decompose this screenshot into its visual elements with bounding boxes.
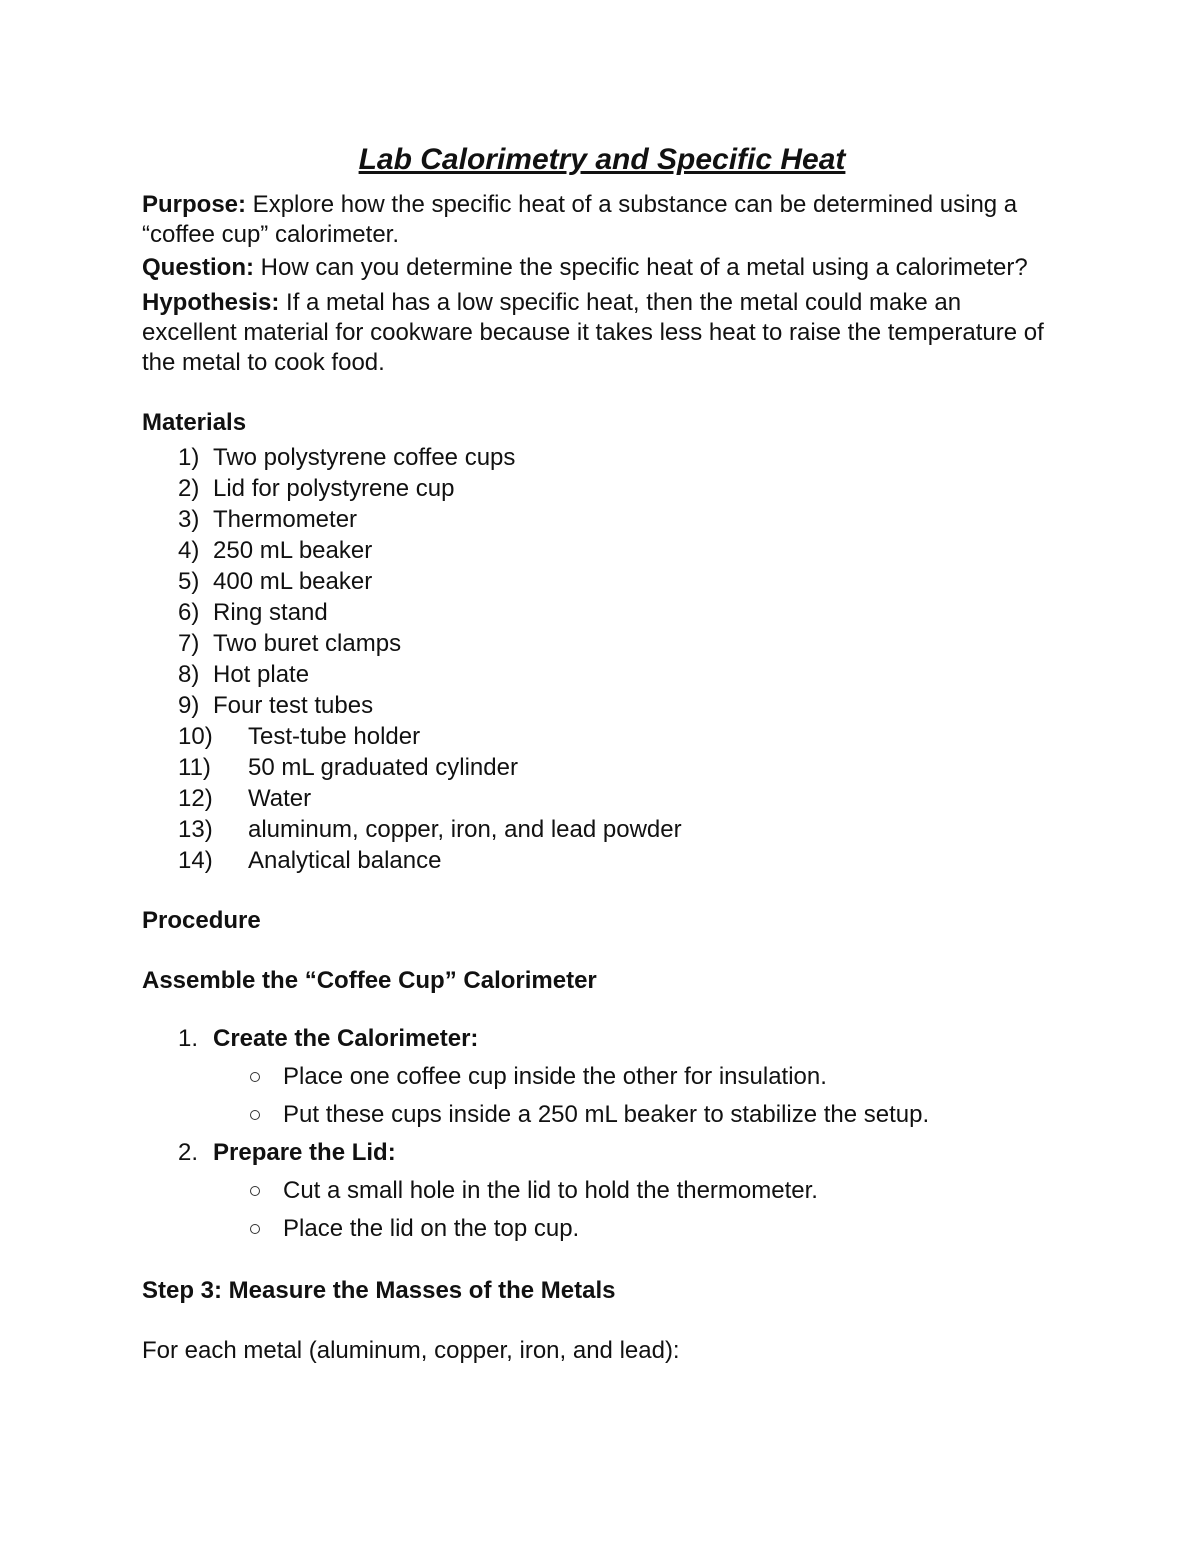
list-item-text: aluminum, copper, iron, and lead powder <box>248 816 682 843</box>
step3-text: For each metal (aluminum, copper, iron, and lead): <box>142 1337 680 1364</box>
procedure-steps <box>142 1020 1062 1248</box>
list-item-text: 50 mL graduated cylinder <box>248 754 518 781</box>
list-item-number: 10) <box>178 723 213 750</box>
list-item-text: Lid for polystyrene cup <box>213 475 455 502</box>
step-title: Create the Calorimeter: <box>213 1025 479 1052</box>
sub-item <box>142 1172 1062 1210</box>
list-item <box>142 597 1062 628</box>
sub-item <box>142 1058 1062 1096</box>
list-item-number: 9) <box>178 692 200 719</box>
list-item-text: Water <box>248 785 312 812</box>
list-item-number: 8) <box>178 661 200 688</box>
list-item-number: 2) <box>178 475 200 502</box>
list-item-number: 3) <box>178 506 200 533</box>
procedure-step <box>142 1134 1062 1172</box>
hypothesis-label: Hypothesis: <box>142 289 280 316</box>
list-item <box>142 628 1062 659</box>
list-item <box>142 659 1062 690</box>
sub-item <box>142 1096 1062 1134</box>
assemble-subheading: Assemble the “Coffee Cup” Calorimeter <box>142 967 597 994</box>
sub-item-text: Place one coffee cup inside the other for insulation. <box>283 1063 827 1090</box>
hollow-bullet-icon <box>250 1072 260 1082</box>
materials-list <box>142 442 1062 876</box>
list-item-text: Hot plate <box>213 661 310 688</box>
sub-item-text: Place the lid on the top cup. <box>283 1215 580 1242</box>
list-item-text: Test-tube holder <box>248 723 421 750</box>
list-item <box>142 566 1062 597</box>
question-paragraph <box>142 250 1062 286</box>
list-item <box>142 783 1062 814</box>
list-item-text: 250 mL beaker <box>213 537 373 564</box>
sub-item-text: Cut a small hole in the lid to hold the thermometer. <box>283 1177 818 1204</box>
list-item-number: 5) <box>178 568 200 595</box>
list-item <box>142 814 1062 845</box>
document-page <box>142 140 1062 1366</box>
list-item <box>142 442 1062 473</box>
list-item-text: 400 mL beaker <box>213 568 373 595</box>
hollow-bullet-icon <box>250 1110 260 1120</box>
hypothesis-paragraph <box>142 288 1062 378</box>
list-item-number: 14) <box>178 847 213 874</box>
question-label: Question: <box>142 254 254 281</box>
list-item <box>142 473 1062 504</box>
procedure-heading: Procedure <box>142 907 261 934</box>
list-item-number: 7) <box>178 630 200 657</box>
sub-item <box>142 1210 1062 1248</box>
list-item <box>142 752 1062 783</box>
step-number: 1. <box>178 1025 199 1052</box>
list-item <box>142 690 1062 721</box>
list-item-text: Analytical balance <box>248 847 442 874</box>
step-title: Prepare the Lid: <box>213 1139 396 1166</box>
procedure-step <box>142 1020 1062 1058</box>
hollow-bullet-icon <box>250 1186 260 1196</box>
list-item <box>142 845 1062 876</box>
list-item-number: 1) <box>178 444 200 471</box>
list-item-number: 12) <box>178 785 213 812</box>
list-item-text: Thermometer <box>213 506 358 533</box>
list-item-number: 6) <box>178 599 200 626</box>
sub-item-text: Put these cups inside a 250 mL beaker to stabilize the setup. <box>283 1101 930 1128</box>
list-item-text: Ring stand <box>213 599 328 626</box>
list-item-text: Two buret clamps <box>213 630 402 657</box>
step3-heading: Step 3: Measure the Masses of the Metals <box>142 1277 616 1304</box>
list-item-number: 11) <box>178 754 211 781</box>
list-item-text: Four test tubes <box>213 692 374 719</box>
list-item <box>142 535 1062 566</box>
page-title: Lab Calorimetry and Specific Heat <box>358 143 846 176</box>
list-item <box>142 721 1062 752</box>
list-item-number: 13) <box>178 816 213 843</box>
purpose-paragraph <box>142 190 1062 250</box>
hollow-bullet-icon <box>250 1224 260 1234</box>
step-number: 2. <box>178 1139 199 1166</box>
materials-heading: Materials <box>142 409 247 436</box>
question-text: How can you determine the specific heat of a metal using a calorimeter? <box>254 254 1028 281</box>
list-item-number: 4) <box>178 537 200 564</box>
purpose-text: Explore how the specific heat of a substance can be determined using a “coffee cup” calorimeter. <box>142 191 1018 248</box>
list-item <box>142 504 1062 535</box>
hypothesis-text: If a metal has a low specific heat, then the metal could make an excellent material for cookware because it takes less heat to raise the temperature of the metal to cook food. <box>142 289 1044 376</box>
purpose-label: Purpose: <box>142 191 247 218</box>
list-item-text: Two polystyrene coffee cups <box>213 444 516 471</box>
